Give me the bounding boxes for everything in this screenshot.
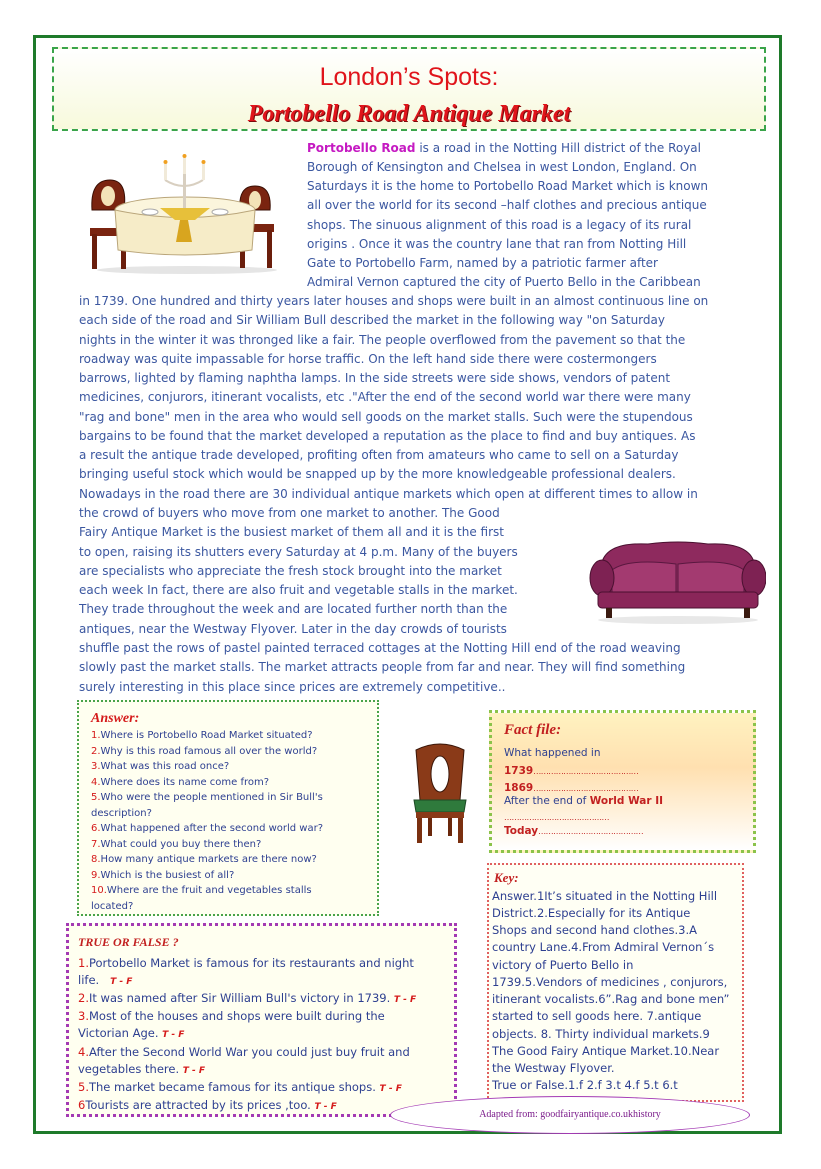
question-item: 1.Where is Portobello Road Market situated? [91, 730, 313, 741]
article-line: the crowd of buyers who move from one market to another. The Good [79, 506, 500, 520]
question-item: located? [91, 901, 134, 912]
article-line: barrows, lighted by flaming naphtha lamps. In the side streets were side shows, vendors of patent [79, 371, 671, 385]
question-item: 6.What happened after the second world war? [91, 823, 324, 834]
key-line: started to sell goods here. 7.antique [492, 1009, 702, 1023]
fact-file-line-ww2: After the end of World War II [504, 795, 664, 807]
tf-item: vegetables there. T - F [78, 1062, 206, 1076]
article-line: antiques, near the Westway Flyover. Later in the day crowds of tourists [79, 622, 507, 636]
article-line: bringing useful stock which would be snapped up by the more knowledgeable professional dealers. [79, 467, 676, 481]
key-line: True or False.1.f 2.f 3.t 4.f 5.t 6.t [492, 1078, 678, 1092]
key-line: country Lane.4.From Admiral Vernon´s [492, 940, 715, 954]
key-line: victory of Puerto Bello in [492, 958, 634, 972]
article-line: "rag and bone" men in the area who would sell goods on the market stalls. Such were the stupendous [79, 410, 693, 424]
page-subtitle: Portobello Road Antique Market [247, 101, 571, 127]
article-line: Fairy Antique Market is the busiest market of them all and it is the first [79, 525, 504, 539]
key-line: District.2.Especially for its Antique [492, 906, 691, 920]
article-line: Gate to Portobello Farm, named by a patriotic farmer after [307, 256, 658, 270]
chair-illustration [410, 742, 470, 844]
fact-file-dots: …………………………………… [504, 813, 609, 822]
article-line: surely interesting in this place since prices are extremely competitive.. [79, 680, 506, 694]
question-item: 7.What could you buy there then? [91, 839, 262, 850]
fact-file-box [489, 710, 756, 853]
question-item: 10.Where are the fruit and vegetables stalls [91, 885, 312, 896]
article-line: all over the world for its second –half clothes and precious antique [307, 198, 707, 212]
key-line: The Good Fairy Antique Market.10.Near [492, 1044, 720, 1058]
article-line: Admiral Vernon captured the city of Puerto Bello in the Caribbean [307, 275, 701, 289]
tf-mark: T - F [182, 1066, 206, 1076]
question-item: description? [91, 808, 152, 819]
tf-item: 2.It was named after Sir William Bull's victory in 1739. T - F [78, 991, 417, 1005]
tf-item: Victorian Age. T - F [78, 1026, 185, 1040]
question-item: 4.Where does its name come from? [91, 777, 270, 788]
tf-item: 4.After the Second World War you could just buy fruit and [78, 1045, 410, 1059]
question-item: 2.Why is this road famous all over the world? [91, 746, 318, 757]
answer-key-box [487, 863, 744, 1102]
article-line: bargains to be found that the market developed a reputation as the place to find and buy antiques. As [79, 429, 696, 443]
article-line: origins . Once it was the country lane that ran from Notting Hill [307, 237, 687, 251]
answer-heading: Answer: [91, 711, 140, 726]
tf-item: 1.Portobello Market is famous for its restaurants and night [78, 956, 414, 970]
question-item: 8.How many antique markets are there now? [91, 854, 317, 865]
article-line: each week In fact, there are also fruit and vegetable stalls in the market. [79, 583, 518, 597]
question-item: 9.Which is the busiest of all? [91, 870, 235, 881]
page-title: London’s Spots: [319, 63, 499, 91]
article-line: to open, raising its shutters every Saturday at 4 p.m. Many of the buyers [79, 545, 518, 559]
tf-item: life. T - F [78, 973, 133, 987]
fact-file-line-1739: 1739…………………………………… [504, 765, 639, 777]
article-line: Borough of Kensington and Chelsea in west London, England. On [307, 160, 697, 174]
key-line: Answer.1It’s situated in the Notting Hill [492, 889, 718, 903]
key-line: itinerant vocalists.6”.Rag and bone men” [492, 992, 730, 1006]
article-line: nights in the winter it was thronged like a fair. The people overflowed from the pavement so that the [79, 333, 686, 347]
key-line: Shops and second hand clothes.3.A [492, 923, 698, 937]
tf-mark: T - F [393, 995, 417, 1005]
article-line: Nowadays in the road there are 30 individual antique markets which open at different times to allow in [79, 487, 698, 501]
key-line: objects. 8. Thirty individual markets.9 [492, 1027, 710, 1041]
tf-mark: T - F [162, 1030, 185, 1040]
article-line: roadway was quite impassable for horse traffic. On the left hand side there were costermongers [79, 352, 657, 366]
key-line: the Westway Flyover. [492, 1061, 615, 1075]
question-item: 3.What was this road once? [91, 761, 230, 772]
article-line: in 1739. One hundred and thirty years later houses and shops were built in an almost continuous line on [79, 294, 709, 308]
article-line: medicines, conjurors, itinerant vocalists, etc ."After the end of the second world war there were many [79, 390, 691, 404]
article-line: Saturdays it is the home to Portobello Road Market which is known [307, 179, 709, 193]
fact-file-line-1869: 1869…………………………………… [504, 782, 639, 794]
key-heading: Key: [494, 870, 519, 885]
fact-file-intro: What happened in [504, 747, 601, 759]
answer-questions-box [77, 700, 379, 916]
tf-mark: T - F [379, 1084, 402, 1094]
sofa-illustration [588, 532, 766, 627]
article-line: Portobello Road is a road in the Notting Hill district of the Royal [307, 141, 701, 155]
dining-table-illustration [80, 150, 295, 275]
tf-mark: T - F [110, 977, 133, 987]
key-line: 1739.5.Vendors of medicines , conjurors, [492, 975, 728, 989]
tf-mark: T - F [314, 1102, 337, 1112]
tf-item: 5.The market became famous for its antique shops. T - F [78, 1080, 402, 1094]
true-false-heading: TRUE OR FALSE ? [78, 935, 179, 949]
title-box [52, 47, 766, 131]
article-line: shuffle past the rows of pastel painted terraced cottages at the Notting Hill end of the road weaving [79, 641, 681, 655]
question-item: 5.Who were the people mentioned in Sir Bull's [91, 792, 323, 803]
article-line: shops. The sinuous alignment of this road is a legacy of its rural [307, 218, 692, 232]
article-line: each side of the road and Sir William Bull described the market in the following way "on Saturday [79, 313, 665, 327]
article-line: a result the antique trade developed, profiting often from amateurs who came to sell on a Saturday [79, 448, 679, 462]
article-highlight: Portobello Road [307, 141, 416, 155]
fact-file-line-today: Today…………………………………… [504, 825, 644, 837]
true-false-box [66, 923, 457, 1117]
article-line: slowly past the market stalls. The market attracts people from far and near. They will find something [79, 660, 686, 674]
source-credit: Adapted from: goodfairyantique.co.ukhistory [390, 1096, 750, 1134]
tf-item: 6Tourists are attracted by its prices ,too. T - F [78, 1098, 337, 1112]
article-line: are specialists who appreciate the fresh stock brought into the market [79, 564, 502, 578]
tf-item: 3.Most of the houses and shops were built during the [78, 1009, 385, 1023]
article-line: They trade throughout the week and are located further north than the [79, 602, 508, 616]
fact-file-heading: Fact file: [504, 722, 562, 738]
